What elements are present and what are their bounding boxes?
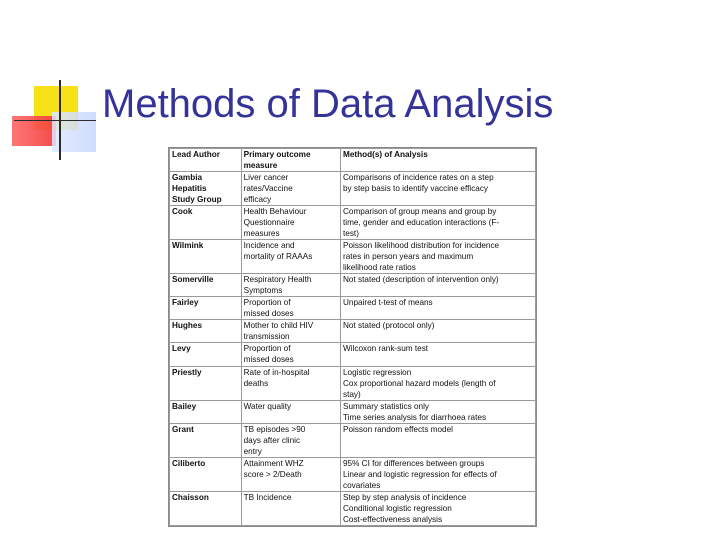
cell-lead-author: Grant (170, 423, 242, 457)
cell-outcome: Proportion of missed doses (241, 297, 340, 320)
cell-lead-author: Cook (170, 206, 242, 240)
cell-method: Unpaired t-test of means (341, 297, 536, 320)
table-row (170, 366, 536, 400)
cell-lead-author: Gambia Hepatitis Study Group (170, 172, 242, 206)
table-row (170, 206, 536, 240)
cell-outcome: Attainment WHZ score > 2/Death (241, 457, 340, 491)
table-row (170, 343, 536, 366)
cell-lead-author: Ciliberto (170, 457, 242, 491)
cell-outcome: TB episodes >90 days after clinic entry (241, 423, 340, 457)
decor-horizontal-line (14, 120, 96, 121)
header-lead-author: Lead Author (170, 149, 242, 172)
table-row (170, 172, 536, 206)
cell-outcome: Mother to child HIV transmission (241, 320, 340, 343)
table-row (170, 274, 536, 297)
table-row (170, 297, 536, 320)
cell-lead-author: Wilmink (170, 240, 242, 274)
cell-method: Poisson likelihood distribution for incidence rates in person years and maximum likelihood rate ratios (341, 240, 536, 274)
cell-method: Not stated (protocol only) (341, 320, 536, 343)
methods-table-grid (169, 148, 536, 526)
table-row (170, 457, 536, 491)
cell-outcome: Rate of in-hospital deaths (241, 366, 340, 400)
cell-outcome: Incidence and mortality of RAAAs (241, 240, 340, 274)
header-primary-outcome: Primary outcome measure (241, 149, 340, 172)
slide-title: Methods of Data Analysis (102, 82, 554, 126)
cell-lead-author: Somerville (170, 274, 242, 297)
cell-outcome: Proportion of missed doses (241, 343, 340, 366)
cell-method: Comparison of group means and group by time, gender and education interactions (F- test) (341, 206, 536, 240)
cell-method: Step by step analysis of incidence Conditional logistic regression Cost-effectiveness analysis (341, 491, 536, 525)
table-row (170, 240, 536, 274)
cell-outcome: TB Incidence (241, 491, 340, 525)
cell-lead-author: Priestly (170, 366, 242, 400)
cell-outcome: Water quality (241, 400, 340, 423)
cell-lead-author: Fairley (170, 297, 242, 320)
cell-lead-author: Levy (170, 343, 242, 366)
methods-table (168, 147, 537, 527)
header-methods: Method(s) of Analysis (341, 149, 536, 172)
cell-lead-author: Chaisson (170, 491, 242, 525)
cell-outcome: Health Behaviour Questionnaire measures (241, 206, 340, 240)
cell-method: Not stated (description of intervention only) (341, 274, 536, 297)
cell-outcome: Liver cancer rates/Vaccine efficacy (241, 172, 340, 206)
table-row (170, 423, 536, 457)
table-row (170, 491, 536, 525)
cell-method: Logistic regression Cox proportional hazard models (length of stay) (341, 366, 536, 400)
cell-lead-author: Hughes (170, 320, 242, 343)
table-row (170, 400, 536, 423)
cell-method: Poisson random effects model (341, 423, 536, 457)
cell-method: Comparisons of incidence rates on a step by step basis to identify vaccine efficacy (341, 172, 536, 206)
cell-outcome: Respiratory Health Symptoms (241, 274, 340, 297)
table-header-row (170, 149, 536, 172)
table-row (170, 320, 536, 343)
cell-method: 95% CI for differences between groups Linear and logistic regression for effects of covariates (341, 457, 536, 491)
cell-method: Wilcoxon rank-sum test (341, 343, 536, 366)
cell-method: Summary statistics only Time series analysis for diarrhoea rates (341, 400, 536, 423)
cell-lead-author: Bailey (170, 400, 242, 423)
